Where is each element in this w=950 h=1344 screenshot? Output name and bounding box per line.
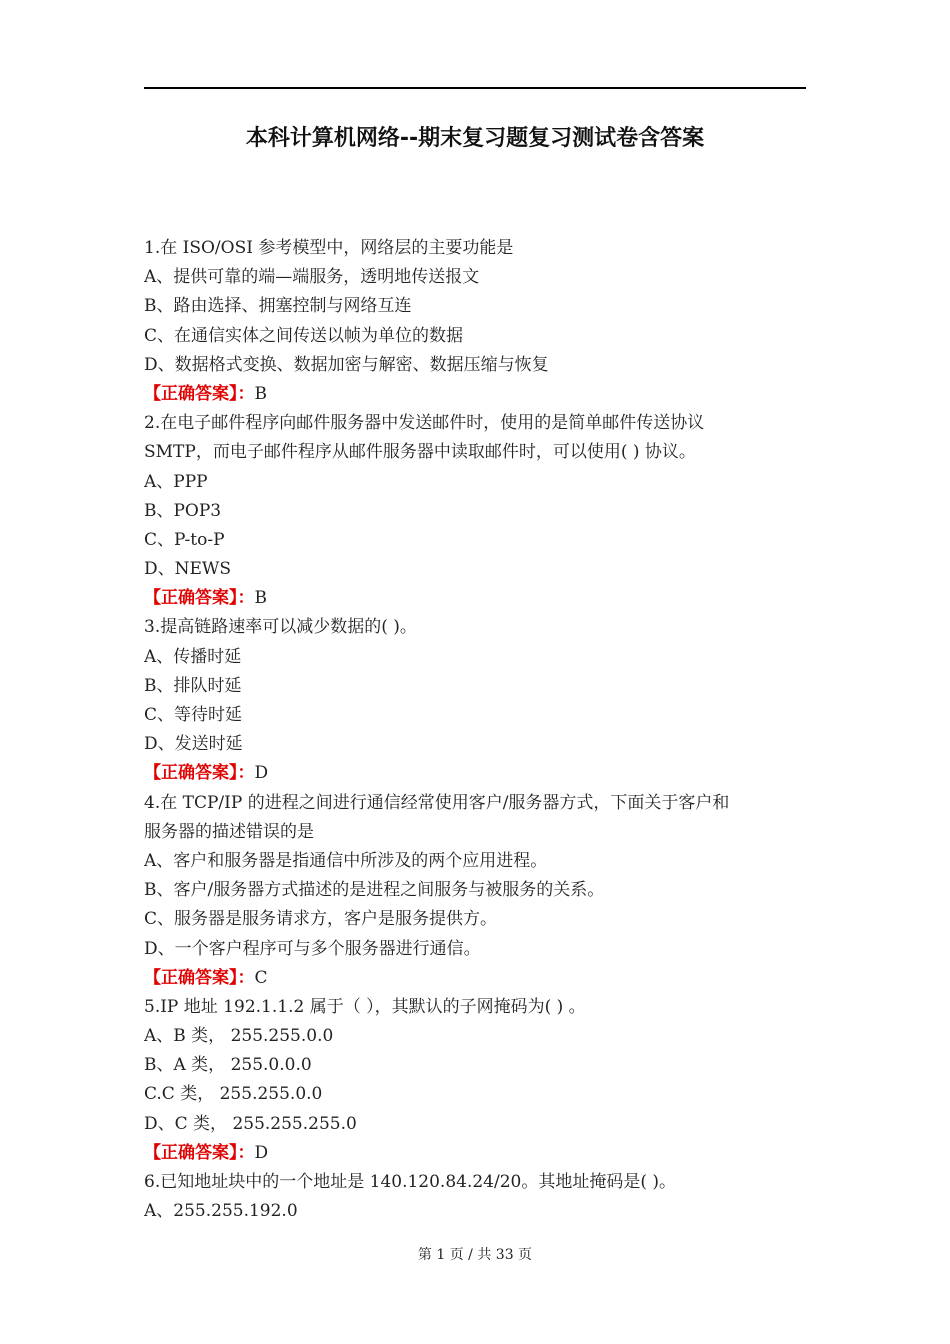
answer-option: A、PPP	[144, 471, 208, 492]
question-stem: 4.在 TCP/IP 的进程之间进行通信经常使用客户/服务器方式，下面关于客户和	[144, 792, 730, 813]
answer-option: D、发送时延	[144, 734, 243, 755]
question-stem: 3.提高链路速率可以减少数据的( )。	[144, 617, 417, 638]
answer-option: C、等待时延	[144, 705, 243, 725]
correct-answer-label: 【正确答案】：	[144, 763, 255, 784]
answer-option: D、NEWS	[144, 559, 232, 580]
page-number: 第 1 页 / 共 33 页	[417, 1247, 533, 1263]
answer-option: D、数据格式变换、数据加密与解密、数据压缩与恢复	[144, 354, 549, 375]
correct-answer-label: 【正确答案】：	[144, 383, 255, 404]
question-stem: 服务器的描述错误的是	[144, 821, 314, 842]
answer-option: A、255.255.192.0	[144, 1201, 298, 1222]
correct-answer-value: D	[254, 1142, 269, 1163]
question-stem: 6.已知地址块中的一个地址是 140.120.84.24/20。其地址掩码是( )。	[144, 1172, 677, 1192]
answer-option: C、P-to-P	[144, 529, 225, 550]
answer-option: C.C 类， 255.255.0.0	[144, 1084, 323, 1105]
correct-answer	[144, 584, 806, 613]
correct-answer	[144, 964, 806, 993]
answer-option: B、A 类， 255.0.0.0	[144, 1055, 312, 1076]
correct-answer-value: B	[254, 588, 267, 609]
document-title: 本科计算机网络--期末复习题复习测试卷含答案	[245, 126, 705, 151]
answer-option: B、路由选择、拥塞控制与网络互连	[144, 296, 412, 317]
answer-option: B、POP3	[144, 500, 222, 521]
answer-option: B、客户/服务器方式描述的是进程之间服务与被服务的关系。	[144, 880, 605, 901]
correct-answer-label: 【正确答案】：	[144, 588, 255, 609]
correct-answer-value: D	[254, 763, 269, 784]
answer-option: A、客户和服务器是指通信中所涉及的两个应用进程。	[144, 850, 548, 871]
correct-answer-value: C	[254, 967, 268, 988]
correct-answer-value: B	[254, 383, 267, 404]
question-stem: SMTP，而电子邮件程序从邮件服务器中读取邮件时，可以使用( ) 协议。	[144, 442, 696, 463]
question-stem: 2.在电子邮件程序向邮件服务器中发送邮件时，使用的是简单邮件传送协议	[144, 413, 705, 434]
answer-option: C、服务器是服务请求方，客户是服务提供方。	[144, 909, 498, 930]
answer-option: A、提供可靠的端—端服务，透明地传送报文	[144, 267, 480, 288]
correct-answer	[144, 759, 806, 788]
header-rule	[144, 87, 806, 89]
correct-answer-label: 【正确答案】：	[144, 1142, 255, 1163]
answer-option: D、C 类， 255.255.255.0	[144, 1113, 357, 1134]
question-list	[144, 234, 806, 1226]
correct-answer	[144, 380, 806, 409]
correct-answer	[144, 1139, 806, 1168]
answer-option: D、一个客户程序可与多个服务器进行通信。	[144, 938, 481, 959]
correct-answer-label: 【正确答案】：	[144, 967, 255, 988]
question-stem: 5.IP 地址 192.1.1.2 属于（ ），其默认的子网掩码为( ) 。	[144, 996, 586, 1017]
question-stem: 1.在 ISO/OSI 参考模型中，网络层的主要功能是	[144, 238, 514, 258]
answer-option: C、在通信实体之间传送以帧为单位的数据	[144, 325, 464, 346]
answer-option: B、排队时延	[144, 675, 242, 696]
answer-option: A、B 类， 255.255.0.0	[144, 1026, 334, 1047]
answer-option: A、传播时延	[144, 646, 242, 667]
